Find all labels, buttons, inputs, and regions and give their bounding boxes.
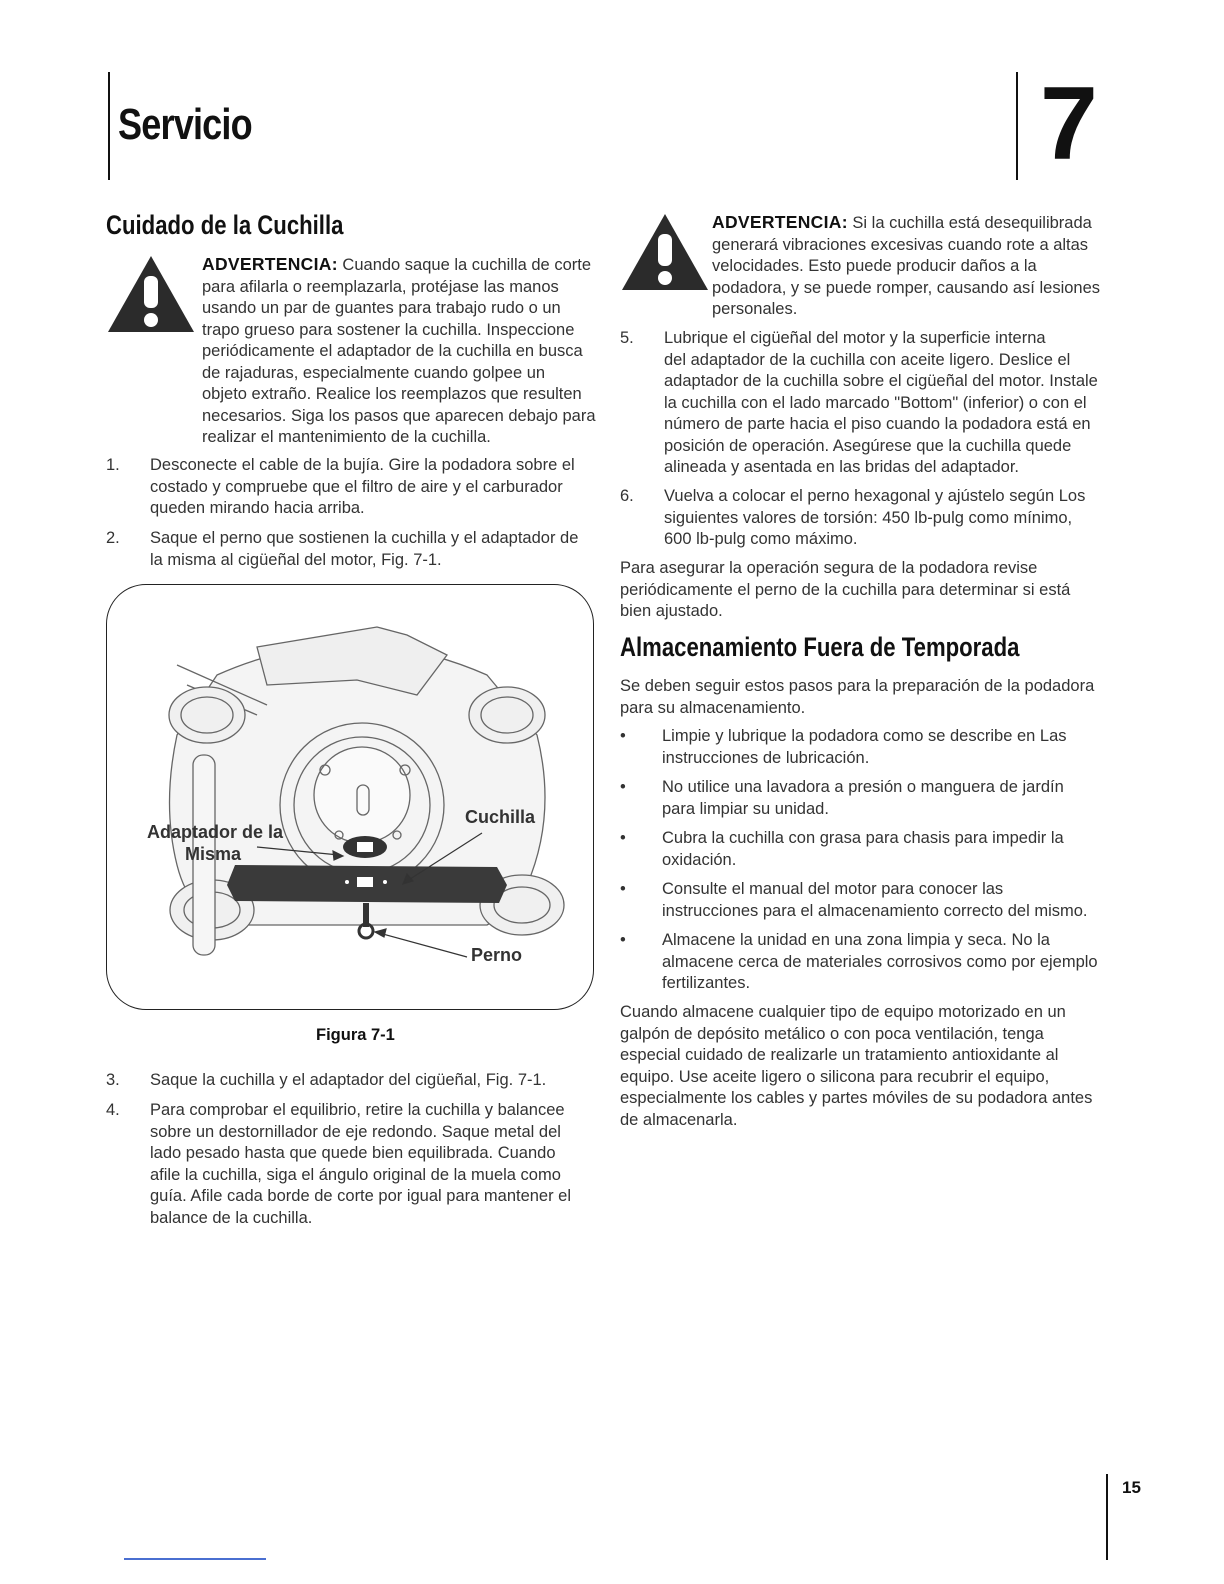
- footer-underline: [124, 1558, 266, 1560]
- step-text-line: posición de operación. Asegúrese que la cuchilla quede: [664, 436, 1072, 455]
- warning-text-line: realizar el mantenimiento de la cuchilla.: [202, 428, 491, 446]
- step-text-line: del adaptador de la cuchilla con aceite ligero. Deslice el: [664, 350, 1071, 369]
- bullet-text-line: Limpie y lubrique la podadora como se describe en Las: [662, 727, 1067, 745]
- warning-text-line: usando un par de guantes para trabajo rudo o un: [202, 299, 561, 317]
- step-text-line: guía. Afile cada borde de corte por igual para mantener el: [150, 1187, 572, 1205]
- warning-text-line: generará vibraciones excesivas cuando rote a altas: [712, 235, 1089, 254]
- step-text-line: Vuelva a colocar el perno hexagonal y ajústelo según Los: [664, 487, 1086, 505]
- step-text-line: la cuchilla con el lado marcado "Bottom" (inferior) o con el: [664, 393, 1087, 412]
- header-left-rule: [108, 72, 110, 180]
- warning-text-line: periódicamente el adaptador de la cuchilla en busca: [202, 342, 583, 360]
- step-text-line: siguientes valores de torsión: 450 lb-pulg como mínimo,: [664, 508, 1073, 527]
- warning-label: ADVERTENCIA:: [202, 254, 338, 274]
- warning-text-line: Si la cuchilla está desequilibrada: [852, 214, 1092, 232]
- step-number: 2.: [106, 529, 120, 547]
- warning-text-line: Cuando saque la cuchilla de corte: [342, 256, 592, 274]
- label-bolt: Perno: [471, 945, 523, 965]
- step-number: 3.: [106, 1071, 120, 1089]
- label-adapter-line: Misma: [185, 844, 242, 864]
- paragraph-line: bien ajustado.: [620, 602, 723, 620]
- step-text-line: número de parte hacia el piso cuando la podadora está en: [664, 415, 1091, 433]
- paragraph-line: Para asegurar la operación segura de la podadora revise: [620, 559, 1038, 577]
- warning-blade-imbalance: [712, 212, 1112, 321]
- bullet-text-line: instrucciones de lubricación.: [662, 748, 870, 767]
- bullet-dot: •: [620, 727, 626, 745]
- footer-rule: [1106, 1474, 1108, 1560]
- warning-text-line: de rajaduras, especialmente cuando golpee un: [202, 363, 546, 382]
- bullet-text-line: Consulte el manual del motor para conocer las: [662, 880, 1004, 898]
- storage-closing: [620, 1002, 1120, 1131]
- step-text-line: afile la cuchilla, siga el ángulo original de la muela como: [150, 1165, 561, 1184]
- paragraph-line: galpón de depósito metálico o con poca ventilación, tenga: [620, 1024, 1044, 1043]
- chapter-title: Servicio: [118, 100, 252, 149]
- bullet-dot: •: [620, 778, 626, 796]
- bullet-text-line: para limpiar su unidad.: [662, 799, 829, 818]
- bullet-text-line: instrucciones para el almacenamiento correcto del mismo.: [662, 901, 1088, 920]
- paragraph-line: periódicamente el perno de la cuchilla para determinar si está: [620, 580, 1071, 599]
- storage-intro: [620, 676, 1120, 719]
- label-adapter-line: Adaptador de la: [147, 822, 284, 842]
- step-text-line: Saque el perno que sostienen la cuchilla y el adaptador de: [150, 529, 579, 547]
- step-text-line: costado y compruebe que el filtro de aire y el carburador: [150, 477, 563, 496]
- chapter-number: 7: [1040, 66, 1098, 182]
- paragraph-line: Cuando almacene cualquier tipo de equipo motorizado en un: [620, 1003, 1066, 1021]
- warning-triangle-icon: [106, 254, 196, 334]
- figure-7-1-frame: [106, 584, 594, 1010]
- step-number: 5.: [620, 329, 634, 347]
- paragraph-line: de almacenarla.: [620, 1110, 738, 1129]
- step-text-line: sobre un destornillador de eje redondo. Saque metal del: [150, 1122, 561, 1141]
- bullet-text-line: No utilice una lavadora a presión o manguera de jardín: [662, 778, 1064, 796]
- step-number: 6.: [620, 487, 634, 505]
- step-text-line: adaptador de la cuchilla sobre el cigüeñal del motor. Instale: [664, 372, 1098, 390]
- step-number: 4.: [106, 1101, 120, 1119]
- bullet-dot: •: [620, 931, 626, 949]
- warning-blade-removal: [202, 254, 602, 449]
- step-text-line: Saque la cuchilla y el adaptador del cigüeñal, Fig. 7-1.: [150, 1071, 547, 1089]
- paragraph-line: Se deben seguir estos pasos para la preparación de la podadora: [620, 677, 1095, 695]
- section-heading-storage: Almacenamiento Fuera de Temporada: [620, 632, 1020, 662]
- step-text-line: la misma al cigüeñal del motor, Fig. 7-1.: [150, 550, 442, 569]
- step-text-line: Lubrique el cigüeñal del motor y la superficie interna: [664, 329, 1046, 347]
- warning-label: ADVERTENCIA:: [712, 212, 848, 232]
- label-adapter: [147, 821, 283, 865]
- paragraph-line: especial cuidado de realizarle un tratamiento antioxidante al: [620, 1046, 1059, 1064]
- bullet-text-line: fertilizantes.: [662, 974, 751, 992]
- label-blade: Cuchilla: [465, 807, 536, 827]
- paragraph-line: para su almacenamiento.: [620, 698, 806, 717]
- bullet-text-line: almacene cerca de materiales corrosivos como por ejemplo: [662, 952, 1098, 971]
- step-text-line: Desconecte el cable de la bujía. Gire la podadora sobre el: [150, 456, 575, 474]
- paragraph-line: especialmente los cables y partes móviles de su podadora antes: [620, 1089, 1093, 1107]
- section-heading-blade-care: Cuidado de la Cuchilla: [106, 210, 344, 240]
- warning-text-line: trapo grueso para sostener la cuchilla. Inspeccione: [202, 320, 575, 339]
- bullet-dot: •: [620, 829, 626, 847]
- step-text-line: 600 lb-pulg como máximo.: [664, 530, 858, 548]
- paragraph-line: equipo. Use aceite ligero o silicona para recubrir el equipo,: [620, 1067, 1050, 1086]
- figure-caption: Figura 7-1: [316, 1026, 395, 1044]
- step-text-line: balance de la cuchilla.: [150, 1208, 313, 1227]
- step-text-line: alineada y asentada en las bridas del adaptador.: [664, 458, 1020, 476]
- step-number: 1.: [106, 456, 120, 474]
- step-text-line: Para comprobar el equilibrio, retire la cuchilla y balancee: [150, 1101, 565, 1119]
- bullet-text-line: Almacene la unidad en una zona limpia y seca. No la: [662, 931, 1050, 949]
- step-text-line: lado pesado hasta que quede bien equilibrada. Cuando: [150, 1144, 556, 1162]
- warning-text-line: objeto extraño. Realice los reemplazos que resulten: [202, 385, 582, 403]
- header-right-rule: [1016, 72, 1018, 180]
- safety-note: [620, 558, 1120, 623]
- warning-text-line: podadora, y se puede romper, causando así lesiones: [712, 278, 1101, 297]
- warning-text-line: para afilarla o reemplazarla, protéjase las manos: [202, 277, 559, 296]
- warning-text-line: velocidades. Esto puede producir daños a la: [712, 257, 1037, 275]
- bullet-text-line: oxidación.: [662, 850, 737, 869]
- bullet-text-line: Cubra la cuchilla con grasa para chasis para impedir la: [662, 829, 1064, 847]
- step-text-line: queden mirando hacia arriba.: [150, 499, 365, 517]
- warning-triangle-icon-2: [620, 212, 710, 292]
- page-number: 15: [1122, 1478, 1141, 1497]
- warning-text-line: personales.: [712, 300, 798, 318]
- bullet-dot: •: [620, 880, 626, 898]
- warning-text-line: necesarios. Siga los pasos que aparecen debajo para: [202, 406, 596, 425]
